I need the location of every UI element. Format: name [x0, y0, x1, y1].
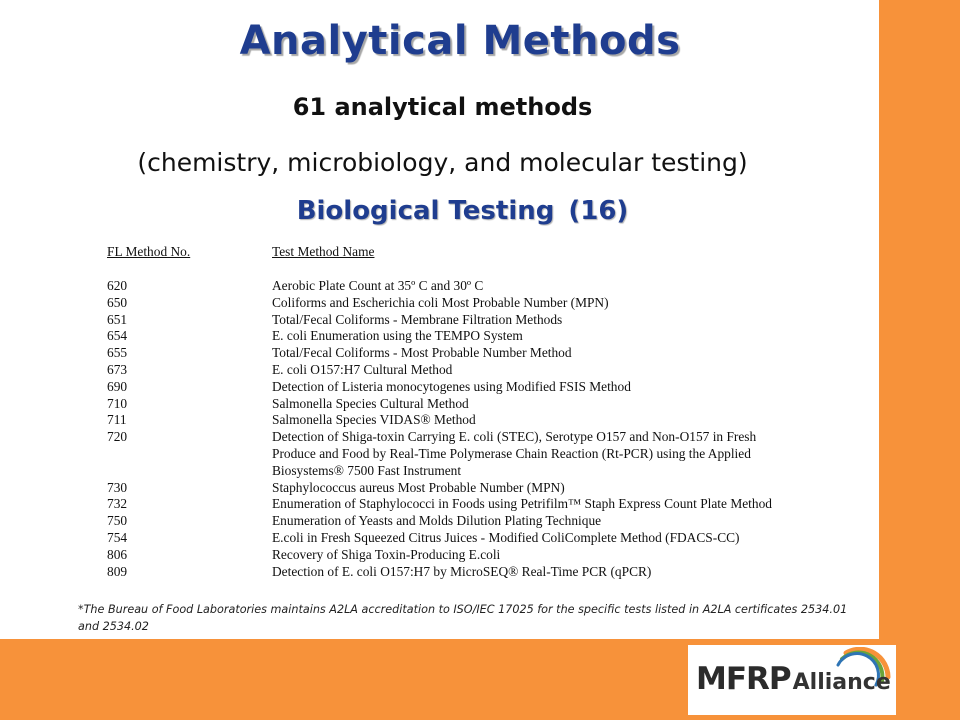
method-name: Produce and Food by Real-Time Polymerase Chain Reaction (Rt-PCR) using the Applied — [272, 445, 751, 461]
method-number — [107, 446, 272, 463]
method-number: 750 — [107, 513, 128, 529]
table-row — [107, 547, 867, 564]
method-name: Detection of E. coli O157:H7 by MicroSEQ® Real-Time PCR (qPCR) — [272, 563, 652, 579]
header-method-name: Test Method Name — [272, 244, 375, 259]
section-heading-label: Biological Testing — [296, 196, 555, 226]
method-number: 806 — [107, 546, 128, 562]
method-number: 732 — [107, 496, 128, 512]
method-number: 710 — [107, 395, 128, 411]
table-row — [107, 564, 867, 581]
table-row — [107, 530, 867, 547]
method-name: Biosystems® 7500 Fast Instrument — [272, 462, 462, 478]
method-name: Enumeration of Yeasts and Molds Dilution Plating Technique — [272, 513, 602, 529]
method-number: 730 — [107, 479, 128, 495]
table-row — [107, 362, 867, 379]
table-row — [107, 328, 867, 345]
method-number: 651 — [107, 311, 128, 327]
method-number: 620 — [107, 278, 128, 293]
accreditation-footnote: *The Bureau of Food Laboratories maintains A2LA accreditation to ISO/IEC 17025 for the specific tests listed in A2LA certificates 2534.01 and 2534.02 — [78, 603, 848, 633]
method-name: Detection of Listeria monocytogenes using Modified FSIS Method — [272, 378, 631, 394]
method-number: 673 — [107, 361, 128, 377]
table-row — [107, 480, 867, 497]
method-name: E. coli O157:H7 Cultural Method — [272, 361, 453, 377]
method-name: E. coli Enumeration using the TEMPO System — [272, 328, 523, 344]
method-number — [107, 463, 272, 480]
slide-title: Analytical Methods — [239, 18, 681, 64]
slide-subtitle-detail: (chemistry, microbiology, and molecular testing) — [137, 148, 748, 177]
method-number: 720 — [107, 429, 128, 445]
method-name: Staphylococcus aureus Most Probable Number (MPN) — [272, 479, 565, 495]
methods-table-header — [107, 244, 867, 278]
header-method-no: FL Method No. — [107, 244, 191, 259]
method-name: Enumeration of Staphylococci in Foods using Petrifilm™ Staph Express Count Plate Method — [272, 496, 772, 512]
method-name: Aerobic Plate Count at 35º C and 30º C — [272, 278, 484, 293]
table-row — [107, 396, 867, 413]
method-name: Salmonella Species VIDAS® Method — [272, 412, 476, 428]
method-name: Coliforms and Escherichia coli Most Probable Number (MPN) — [272, 294, 609, 310]
method-name: Total/Fecal Coliforms - Membrane Filtration Methods — [272, 311, 563, 327]
table-row — [107, 379, 867, 396]
logo-alliance-text: Alliance — [792, 670, 891, 695]
logo-wordmark — [696, 661, 891, 697]
section-heading — [0, 196, 925, 226]
table-row — [107, 496, 867, 513]
table-row — [107, 412, 867, 429]
section-heading-count: (16) — [568, 196, 629, 226]
method-number: 654 — [107, 328, 128, 344]
methods-table — [107, 244, 867, 580]
table-row — [107, 429, 867, 446]
table-row — [107, 513, 867, 530]
table-row — [107, 446, 867, 463]
mfrp-alliance-logo — [688, 645, 896, 715]
method-number: 655 — [107, 345, 128, 361]
method-name: E.coli in Fresh Squeezed Citrus Juices - Modified ColiComplete Method (FDACS-CC) — [272, 529, 740, 545]
table-row — [107, 295, 867, 312]
method-name: Salmonella Species Cultural Method — [272, 395, 469, 411]
method-number: 690 — [107, 378, 128, 394]
table-row — [107, 278, 867, 295]
orange-side-bar — [879, 0, 960, 720]
method-number: 754 — [107, 529, 128, 545]
logo-mfrp-text: MFRP — [696, 661, 791, 697]
methods-table-body — [107, 278, 867, 580]
method-number: 650 — [107, 294, 128, 310]
slide-subtitle: 61 analytical methods — [292, 93, 593, 121]
table-row — [107, 463, 867, 480]
table-row — [107, 345, 867, 362]
method-name: Detection of Shiga-toxin Carrying E. coli (STEC), Serotype O157 and Non-O157 in Fresh — [272, 429, 757, 445]
method-name: Recovery of Shiga Toxin-Producing E.coli — [272, 546, 501, 562]
method-number: 711 — [107, 412, 127, 428]
method-number: 809 — [107, 563, 128, 579]
method-name: Total/Fecal Coliforms - Most Probable Number Method — [272, 345, 572, 361]
table-row — [107, 312, 867, 329]
